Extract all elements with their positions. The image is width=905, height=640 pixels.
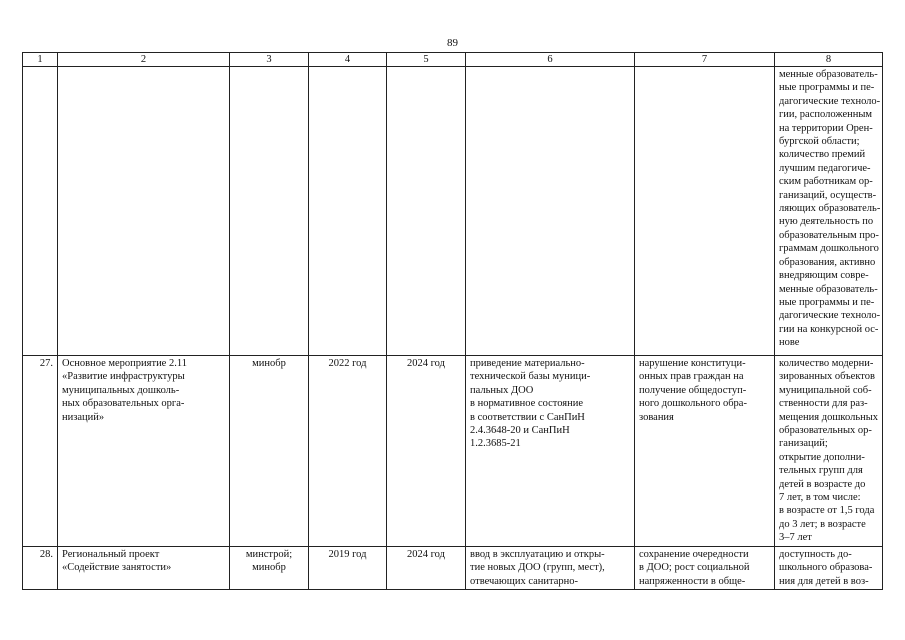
text-line: ные программы и пе- (779, 296, 875, 308)
text-line: в соответствии с СанПиН (470, 411, 585, 423)
end-year-cell: 2024 год (387, 356, 466, 547)
text-line: Региональный проект (62, 548, 160, 560)
text-line: тие новых ДОО (групп, мест), (470, 562, 605, 574)
header-cell: 6 (466, 53, 635, 67)
text-line: на территории Орен- (779, 122, 873, 134)
expected-result-cell (466, 546, 635, 589)
text-line: доступность до- (779, 548, 852, 560)
text-line: количество премий (779, 149, 866, 161)
executor-cell (230, 67, 309, 356)
consequences-cell (635, 67, 775, 356)
text-line: мещения дошкольных (779, 411, 879, 423)
indicator-cell (775, 67, 883, 356)
text-line: муниципальных дошколь- (62, 384, 180, 396)
text-line: напряженности в обще- (639, 575, 746, 587)
header-cell: 2 (58, 53, 230, 67)
text-line: 3–7 лет (779, 532, 812, 544)
start-year-cell: 2022 год (309, 356, 387, 547)
table-row (23, 546, 883, 589)
text-line: низаций» (62, 411, 105, 423)
expected-result-cell (466, 67, 635, 356)
text-line: менные образователь- (779, 283, 878, 295)
header-cell: 8 (775, 53, 883, 67)
end-year-cell (387, 67, 466, 356)
text-line: школьного образова- (779, 562, 873, 574)
text-line: образовательных ор- (779, 425, 872, 437)
text-line: муниципальной соб- (779, 384, 872, 396)
header-cell: 7 (635, 53, 775, 67)
text-line: внедряющим совре- (779, 270, 869, 282)
text-line: сохранение очередности (639, 548, 749, 560)
executor-cell (230, 356, 309, 547)
text-line: образования, активно (779, 256, 876, 268)
text-line: 2.4.3648-20 и СанПиН (470, 425, 570, 437)
text-line: в ДОО; рост социальной (639, 562, 750, 574)
text-line: получение общедоступ- (639, 384, 747, 396)
text-line: дагогические техноло- (779, 310, 881, 322)
text-line: образовательным про- (779, 229, 879, 241)
text-line: Основное мероприятие 2.11 (62, 358, 187, 369)
row-number: 27. (23, 356, 58, 547)
text-line: 1.2.3685-21 (470, 438, 521, 450)
text-line: «Содействие занятости» (62, 562, 172, 574)
end-year-cell: 2024 год (387, 546, 466, 589)
consequences-cell (635, 356, 775, 547)
document-table (22, 52, 883, 590)
text-line: открытие дополни- (779, 451, 865, 463)
header-cell: 4 (309, 53, 387, 67)
text-line: 7 лет, в том числе: (779, 492, 861, 504)
header-cell: 3 (230, 53, 309, 67)
text-line: менные образователь- (779, 69, 878, 80)
header-cell: 1 (23, 53, 58, 67)
text-line: гии, расположенным (779, 109, 873, 121)
text-line: зования (639, 411, 674, 423)
text-line: приведение материально- (470, 358, 585, 369)
text-line: ганизаций; (779, 438, 828, 450)
text-line: бургской области; (779, 136, 860, 148)
expected-result-cell (466, 356, 635, 547)
text-line: пальных ДОО (470, 384, 534, 396)
text-line: ганизаций, осуществ- (779, 189, 877, 201)
text-line: «Развитие инфраструктуры (62, 371, 185, 383)
header-cell: 5 (387, 53, 466, 67)
indicator-cell (775, 546, 883, 589)
text-line: ввод в эксплуатацию и откры- (470, 548, 605, 560)
text-line: ную деятельность по (779, 216, 874, 228)
text-line: ные программы и пе- (779, 82, 875, 94)
start-year-cell (309, 67, 387, 356)
text-line: граммам дошкольного (779, 243, 879, 255)
page-number: 89 (447, 37, 458, 49)
measure-name-cell (58, 67, 230, 356)
text-line: до 3 лет; в возрасте (779, 518, 866, 530)
text-line: в возрасте от 1,5 года (779, 505, 875, 517)
text-line: нове (779, 337, 800, 349)
text-line: дагогические техноло- (779, 95, 881, 107)
executor-cell (230, 546, 309, 589)
text-line: нарушение конституци- (639, 358, 746, 369)
text-line: отвечающих санитарно- (470, 575, 579, 587)
text-line: в нормативное состояние (470, 398, 584, 410)
text-line: онных прав граждан на (639, 371, 744, 383)
text-line: зированных объектов (779, 371, 875, 383)
text-line: тельных групп для (779, 465, 863, 477)
measure-name-cell (58, 546, 230, 589)
text-line: минстрой; (245, 548, 293, 560)
text-line: ного дошкольного обра- (639, 398, 747, 410)
text-line: ским работникам ор- (779, 176, 873, 188)
consequences-cell (635, 546, 775, 589)
text-line: количество модерни- (779, 358, 874, 369)
text-line: лучшим педагогиче- (779, 162, 871, 174)
text-line: ния для детей в воз- (779, 575, 869, 587)
start-year-cell: 2019 год (309, 546, 387, 589)
text-line: минобр (252, 358, 286, 369)
text-line: детей в возрасте до (779, 478, 866, 490)
table-row (23, 356, 883, 547)
measure-name-cell (58, 356, 230, 547)
text-line: технической базы муници- (470, 371, 591, 383)
header-row (23, 53, 883, 67)
row-number: 28. (23, 546, 58, 589)
text-line: ных образовательных орга- (62, 398, 185, 410)
text-line: ляющих образователь- (779, 203, 881, 215)
row-number (23, 67, 58, 356)
table-row (23, 67, 883, 356)
indicator-cell (775, 356, 883, 547)
text-line: минобр (252, 562, 286, 574)
text-line: гии на конкурсной ос- (779, 323, 879, 335)
text-line: ственности для раз- (779, 398, 868, 410)
